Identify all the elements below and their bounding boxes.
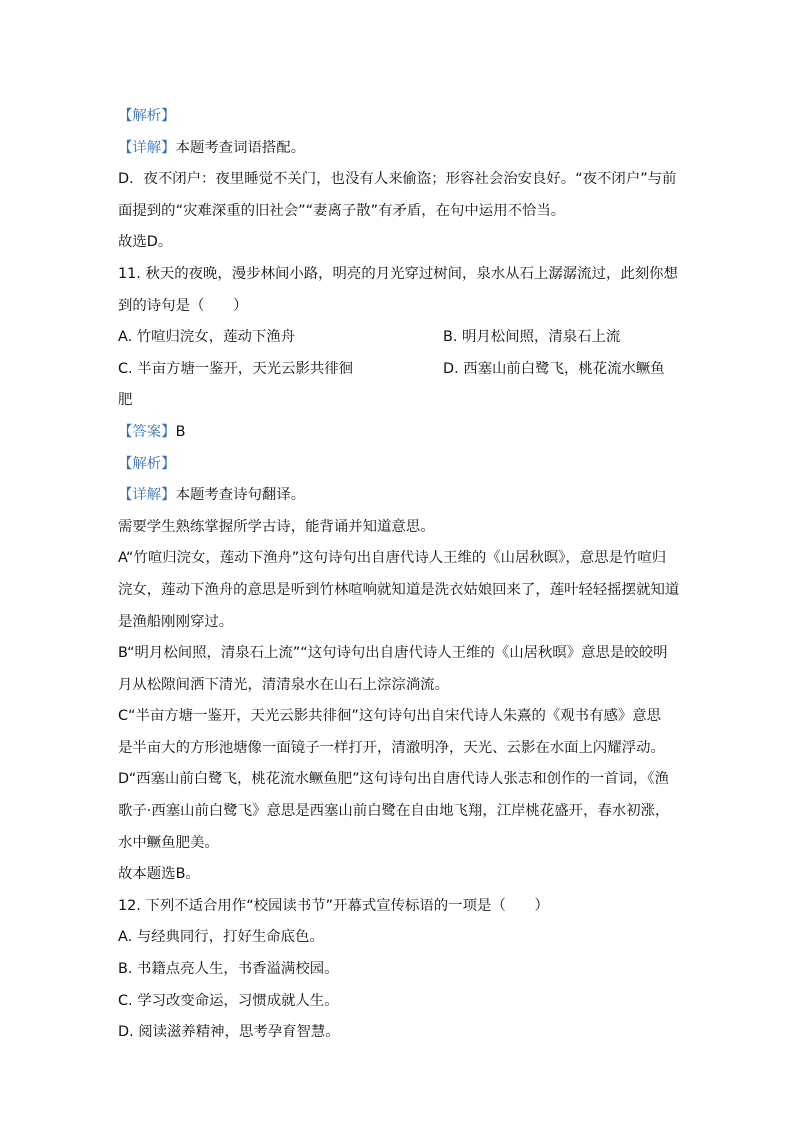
explanation-line: B“明月松间照，清泉石上流”“这句诗句出自唐代诗人王维的《山居秋暝》意思是皎皎明 xyxy=(118,645,668,662)
explanation-line: 水中鳜鱼肥美。 xyxy=(118,834,219,851)
options-row xyxy=(118,354,678,386)
option-a: A. 竹喧归浣女，莲动下渔舟 xyxy=(118,329,296,346)
option-c: C. 学习改变命运，习惯成就人生。 xyxy=(118,992,339,1009)
detail-text: 本题考查词语搭配。 xyxy=(175,139,306,156)
question-stem: 11. 秋天的夜晚，漫步林间小路，明亮的月光穿过树间，泉水从石上潺潺流过，此刻你想 xyxy=(118,265,678,282)
explanation-line: 浣女，莲动下渔舟的意思是听到竹林喧响就知道是洗衣姑娘回来了，莲叶轻轻摇摆就知道 xyxy=(118,581,680,598)
option-d-continued: 肥 xyxy=(118,392,133,409)
analysis-tag: 【解析】 xyxy=(118,108,176,124)
answer-tag: 【答案】 xyxy=(118,423,176,440)
answer-line xyxy=(118,417,678,449)
intro-text: 需要学生熟练掌握所学古诗，能背诵并知道意思。 xyxy=(118,518,435,535)
document-page xyxy=(118,101,678,1049)
question-stem: 到的诗句是（ ） xyxy=(118,297,248,314)
option-a: A. 与经典同行，打好生命底色。 xyxy=(118,929,324,946)
explanation-line: 歌子·西塞山前白鹭飞》意思是西塞山前白鹭在自由地飞翔，江岸桃花盛开，春水初涨， xyxy=(118,803,670,820)
explanation-line: 面提到的“灾难深重的旧社会”“妻离子散”有矛盾，在句中运用不恰当。 xyxy=(118,202,566,219)
answer-value: B xyxy=(175,423,186,440)
options-row xyxy=(118,322,678,354)
detail-text: 本题考查诗句翻译。 xyxy=(175,487,306,504)
option-d: D. 西塞山前白鹭飞，桃花流水鳜鱼 xyxy=(443,360,665,377)
question-stem: 12. 下列不适合用作“校园读书节”开幕式宣传标语的一项是（ ） xyxy=(118,897,549,914)
explanation-line: C“半亩方塘一鉴开，天光云影共徘徊”这句诗句出自宋代诗人朱熹的《观书有感》意思 xyxy=(118,708,662,725)
explanation-line: 月从松隙间洒下清光，清清泉水在山石上淙淙淌流。 xyxy=(118,676,449,693)
explanation-line: 是半亩大的方形池塘像一面镜子一样打开，清澈明净，天光、云影在水面上闪耀浮动。 xyxy=(118,739,665,756)
conclusion-text: 故本题选B。 xyxy=(118,866,200,883)
option-d: D. 阅读滋养精神，思考孕育智慧。 xyxy=(118,1024,340,1041)
analysis-tag: 【解析】 xyxy=(118,455,176,472)
option-c: C. 半亩方塘一鉴开，天光云影共徘徊 xyxy=(118,360,354,377)
option-b: B. 书籍点亮人生，书香溢满校园。 xyxy=(118,961,339,978)
detail-tag: 【详解】 xyxy=(118,487,176,504)
detail-line xyxy=(118,133,678,165)
detail-tag: 【详解】 xyxy=(118,139,176,156)
detail-line xyxy=(118,480,678,512)
explanation-line: D“西塞山前白鹭飞，桃花流水鳜鱼肥”这句诗句出自唐代诗人张志和创作的一首词，《渔 xyxy=(118,771,669,788)
explanation-line: 是渔船刚刚穿过。 xyxy=(118,613,234,630)
explanation-line: D．夜不闭户：夜里睡觉不关门，也没有人来偷盗；形容社会治安良好。“夜不闭户”与前 xyxy=(118,171,677,188)
option-b: B. 明月松间照，清泉石上流 xyxy=(443,329,621,346)
explanation-line: A“竹喧归浣女，莲动下渔舟”这句诗句出自唐代诗人王维的《山居秋暝》，意思是竹喧归 xyxy=(118,550,667,567)
conclusion-text: 故选D。 xyxy=(118,234,173,251)
